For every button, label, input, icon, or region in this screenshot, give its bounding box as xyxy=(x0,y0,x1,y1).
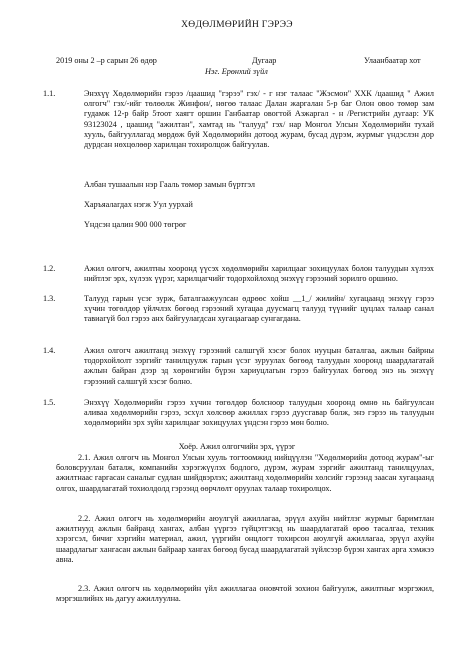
clause-number: 2.1. xyxy=(78,453,91,462)
clause-text: Талууд гарын үсэг зурж, баталгаажуулсан өдрөөс хойш __1_/ жилийн/ хугацаанд энэхүү гэрээ хүчин төгөлдөр үйлчлэх бөгөөд гэрээний хугацаа дуусмагц талууд түүнийг цуцлах талаар санал тавиагүй бол гэрээ анх байгуулагдсан хугацаагаар сунгагдана. xyxy=(84,294,434,324)
position-title: Албан тушаалын нэр Гааль төмөр замын бүртгэл xyxy=(84,180,255,189)
section-one-title: Нэг. Ерөнхий зүйл xyxy=(205,67,268,76)
clause-number: 1.2. xyxy=(43,264,56,273)
section-two-title: Хоёр. Ажил олгогчийн эрх, үүрэг xyxy=(178,442,296,451)
clause-text: Ажил олгогч, ажилтны хооронд үүсэх хөдөлмөрийн харилцааг зохицуулах болон талуудын хүлээх нийтлэг эрх, хүлээх үүрэг, харилцагчийг тодорхойлоход энэхүү гэрээний зорилго оршино. xyxy=(84,264,434,284)
department: Харъяалагдах нэгж Уул уурхай xyxy=(84,200,193,209)
clause-number: 1.3. xyxy=(43,294,56,303)
clause-text xyxy=(56,514,434,565)
contract-date: 2019 оны 2 –р сарын 26 өдөр xyxy=(56,56,157,65)
document-title: ХӨДӨЛМӨРИЙН ГЭРЭЭ xyxy=(181,20,293,30)
clause-number: 1.4. xyxy=(43,346,56,355)
contract-city: Улаанбаатар хот xyxy=(364,56,421,65)
clause-number: 2.3. xyxy=(78,584,91,593)
clause-number: 1.5. xyxy=(43,398,56,407)
contract-number-label: Дугаар xyxy=(252,56,277,65)
base-salary: Үндсэн цалин 900 000 төгрөг xyxy=(84,220,187,229)
clause-text xyxy=(56,584,434,604)
clause-number: 1.1. xyxy=(43,89,56,98)
clause-text: Ажил олгогч ажилтанд энэхүү гэрээний салшгүй хэсэг болох нууцын баталгаа, ажлын байрны тодорхойлолт зэргийг танилцуулж гарын үсэг зуруулах бөгөөд талуудын хооронд шаардлагатай ажлын байран дээр эд хөрөнгийн бүрэн хариуцлагын гэрээ байгуулах бөгөөд энэ нь энэхүү гэрээний салшгүй хэсэг болно. xyxy=(84,346,434,386)
clause-text xyxy=(56,453,434,494)
clause-body: Ажил олгогч нь Монгол Улсын хууль тогтоомжид нийцүүлэн "Хөдөлмөрийн дотоод журам"-ыг боловсруулан баталж, компанийн хэрэгжүүлэх бодлого, дүрэм, журам зэргийг ажилтанд танилцуулах, ажилтнаас гаргасан саналыг судлан шийдвэрлэх; ажилтанд хөдөлмөрийн хөлсийг гэрээнд заасан хугацаанд олгох, шаардлагатай тохиолдолд гэрээнд өөрчлөлт оруулах талаар тохиролцох. xyxy=(56,453,434,493)
clause-text: Энэхүү Хөдөлмөрийн гэрээ /цаашид "гэрээ" гэх/ - г нэг талаас "Жэсмон" ХХК /цаашид " Ажил олгогч" гэх/-ийг төлөөлж Жинфон/, нөгөө талаас Далан жаргалан 5-р баг Олон овоо төмөр зам гудамж 12-р байр 5тоот хаягт оршин Ганбаатар овогтой Азжаргал - н /Регистрийн дугаар: УК 93123024 , цаашид "ажилтан", хамтад нь "талууд" гэх/ нар Монгол Улсын Хөдөлмөрийн тухай хууль, байгууллагад мөрдөж буй Хөдөлмөрийн дотоод журам, бусад дүрэм, журмыг үндэслэн дор дурдсан нөхцөлөөр харилцан тохиролцож байгуулав. xyxy=(84,89,434,150)
clause-text: Энэхүү Хөдөлмөрийн гэрээ хүчин төгөлдөр болсноор талуудын хооронд өмнө нь байгуулсан аливаа хөдөлмөрийн гэрээ, эсхүл хөлсөөр ажиллах гэрээ дуусгавар болж, энэ гэрээ нь талуудын хөдөлмөрийн эрх зүйн харилцааг зохицуулах үндсэн гэрээ мөн болно. xyxy=(84,398,434,428)
clause-body: Ажил олгогч нь хөдөлмөрийн үйл ажиллагаа оновчтой зохион байгуулж, ажилтныг мэргэжил, мэргэшлийнх нь дагуу ажиллуулна. xyxy=(56,584,435,604)
clause-number: 2.2. xyxy=(78,514,91,523)
clause-body: Ажил олгогч нь хөдөлмөрийн аюулгүй ажиллагаа, эрүүл ахуйн нийтлэг журмыг баримтлан ажилтнууд ажлын байранд хангах, албан үүргээ гүйцэтгэхэд нь шаардлагатай өрөө тасалгаа, техник хэрэгсэл, бичиг хэргийн материал, ажил, үүргийн онцлогт тохирсон аюулгүй ажиллагаа, эрүүл ахуйн шаардлагыг хангасан ажлын байраар хангах бөгөөд бусад шаардлагатай зүйлсээр бүрэн хангах арга хэмжээ авна. xyxy=(56,514,434,564)
